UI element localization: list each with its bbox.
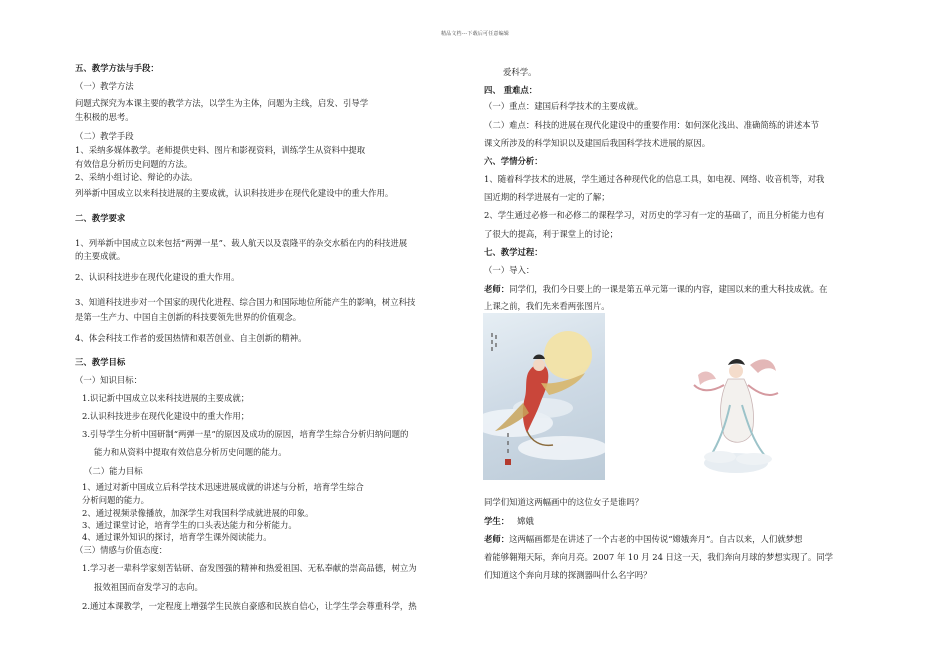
text-line: 2.通过本课教学，一定程度上增强学生民族自豪感和民族自信心，让学生学会尊重科学，热 [82, 601, 417, 611]
text-line: 能力和从资料中提取有效信息分析历史问题的能力。 [94, 447, 287, 457]
section-3-heading: 三、教学目标 [75, 357, 126, 367]
text-line: 2、采纳小组讨论、辩论的办法。 [75, 172, 198, 182]
text-line: 的主要成就。 [75, 251, 126, 261]
text-line: （二）教学手段 [75, 131, 134, 141]
section-2-heading: 二、教学要求 [75, 213, 126, 223]
text-line: 1.学习老一辈科学家刻苦钻研、奋发图强的精神和热爱祖国、无私奉献的崇高品德，树立为 [82, 563, 417, 573]
text-line: 4、体会科技工作者的爱国热情和艰苦创业、自主创新的精神。 [75, 333, 307, 343]
text-line: 着能够翱翔天际，奔向月亮。2007 年 10 月 24 日这一天，我们奔向月球的梦想实现了。同学 [484, 552, 834, 562]
section-4-heading: 四、 重难点： [484, 85, 538, 95]
section-6-heading: 六、学情分析： [484, 156, 543, 166]
text-line: （一）知识目标： [75, 375, 142, 385]
text-line: 列举新中国成立以来科技进展的主要成就，认识科技进步在现代化建设中的重大作用。 [75, 188, 394, 198]
text-line: 们知道这个奔向月球的探测器叫什么名字吗？ [484, 570, 652, 580]
text-line: 2.认识科技进步在现代化建设中的重大作用； [82, 411, 250, 421]
text-line: 3、知道科技进步对一个国家的现代化进程、综合国力和国际地位所能产生的影响，树立科技 [75, 297, 416, 307]
text-line: 2、通过视频录像播放，加深学生对我国科学成就进展的印象。 [82, 508, 314, 518]
text-line: 课文所涉及的科学知识以及建国后我国科学技术进展的原因。 [484, 138, 711, 148]
dialogue-line [484, 533, 802, 545]
section-5-heading: 五、教学方法与手段： [75, 63, 159, 73]
text-line: 3.引导学生分析中国研制“两弹一星”的原因及成功的原因，培育学生综合分析归纳问题的 [82, 429, 409, 439]
speaker-label: 老师： [484, 534, 510, 544]
text-line: 3、通过课堂讨论，培育学生的口头表达能力和分析能力。 [82, 520, 297, 530]
text-line: 了很大的提高，利于课堂上的讨论； [484, 229, 618, 239]
text-line: 国近期的科学进展有一定的了解； [484, 192, 610, 202]
dialogue-text: 同学们，我们今日要上的一课是第五单元第一课的内容，建国以来的重大科技成就。在 [509, 284, 828, 294]
text-line: 2、认识科技进步在现代化建设的重大作用。 [75, 272, 240, 282]
text-line: 1、随着科学技术的进展，学生通过各种现代化的信息工具，如电视、网络、收音机等，对我 [484, 174, 825, 184]
dialogue-line [484, 283, 827, 295]
dialogue-text: 这两幅画都是在讲述了一个古老的中国传说“嫦娥奔月”。自古以来，人们就梦想 [509, 534, 803, 544]
text-line: 分析问题的能力。 [82, 495, 149, 505]
section-7-heading: 七、教学过程： [484, 247, 543, 257]
speaker-label: 学生： [484, 516, 510, 526]
text-line: 是第一生产力、中国自主创新的科技要领先世界的价值观念。 [75, 312, 302, 322]
text-line: （一）导入： [484, 265, 535, 275]
text-line: （二）难点：科技的进展在现代化建设中的重要作用：如何深化浅出、准确简练的讲述本节 [484, 120, 819, 130]
change-painting-image [483, 313, 605, 480]
text-line: （一）教学方法 [75, 81, 134, 91]
text-line: 爱科学。 [503, 67, 537, 77]
text-line: 1、通过对新中国成立后科学技术迅速进展成就的讲述与分析，培育学生综合 [82, 482, 364, 492]
text-line: （一）重点：建国后科学技术的主要成就。 [484, 101, 644, 111]
illustration-figure [690, 345, 782, 480]
text-line: 有效信息分析历史问题的方法。 [75, 159, 193, 169]
text-line: 同学们知道这两幅画中的这位女子是谁吗？ [484, 497, 644, 507]
text-line: 生积极的思考。 [75, 112, 134, 122]
text-line: （二）能力目标 [84, 466, 143, 476]
text-line: 1.识记新中国成立以来科技进展的主要成就； [82, 393, 250, 403]
text-line: 上课之前，我们先来看两张图片。 [484, 301, 610, 311]
page-header: 精品文档---下载后可任意编辑 [440, 31, 510, 37]
painting-illustration [483, 313, 605, 480]
speaker-label: 老师： [484, 284, 510, 294]
dialogue-line [484, 515, 534, 527]
text-line: 1、采纳多媒体教学。老师提供史料、图片和影视资料，训练学生从资料中提取 [75, 145, 366, 155]
text-line: （三）情感与价值态度： [75, 545, 168, 555]
dialogue-text: 嫦娥 [517, 516, 534, 526]
text-line: 问题式探究为本课主要的教学方法，以学生为主体，问题为主线，启发、引导学 [75, 98, 369, 108]
text-line: 2、学生通过必修一和必修二的课程学习，对历史的学习有一定的基础了，而且分析能力也有 [484, 210, 825, 220]
text-line: 1、列举新中国成立以来包括“两弹一星”、载人航天以及袁隆平的杂交水稻在内的科技进展 [75, 238, 408, 248]
text-line: 报效祖国而奋发学习的志向。 [94, 582, 203, 592]
text-line: 4、通过课外知识的探讨，培育学生课外阅读能力。 [82, 532, 272, 542]
change-illustration-image [690, 345, 782, 480]
